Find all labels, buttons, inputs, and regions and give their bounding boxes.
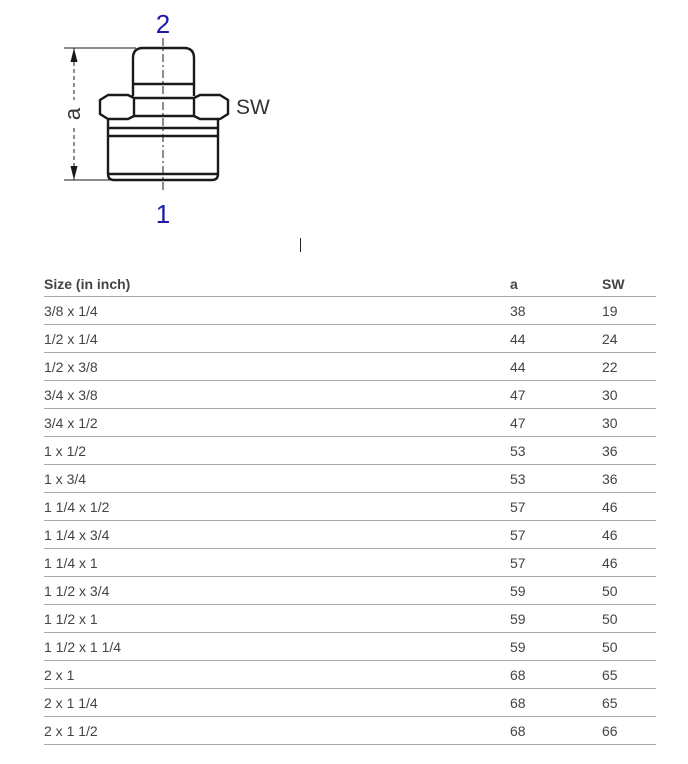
table-row [44, 605, 656, 633]
table-row [44, 661, 656, 689]
header-size: Size (in inch) [44, 271, 510, 297]
wrench-size-label: SW [236, 96, 270, 119]
cell-sw: 65 [602, 689, 656, 717]
cell-sw: 30 [602, 409, 656, 437]
cell-a: 68 [510, 661, 602, 689]
table-row [44, 353, 656, 381]
size-table [44, 271, 656, 745]
header-a: a [510, 271, 602, 297]
reducing-nipple-diagram [40, 0, 300, 240]
cell-size: 1 1/2 x 1 [44, 605, 510, 633]
table-row [44, 577, 656, 605]
cell-sw: 46 [602, 493, 656, 521]
table-row [44, 633, 656, 661]
cell-size: 1 1/4 x 1 [44, 549, 510, 577]
port-1-label: 1 [155, 199, 171, 229]
cell-sw: 36 [602, 437, 656, 465]
table-row [44, 437, 656, 465]
cell-a: 57 [510, 521, 602, 549]
cell-sw: 30 [602, 381, 656, 409]
cell-size: 3/4 x 1/2 [44, 409, 510, 437]
cell-a: 44 [510, 353, 602, 381]
cell-sw: 22 [602, 353, 656, 381]
cell-size: 1 x 3/4 [44, 465, 510, 493]
cell-sw: 19 [602, 297, 656, 325]
cell-size: 1 1/2 x 1 1/4 [44, 633, 510, 661]
cell-sw: 65 [602, 661, 656, 689]
cell-size: 1/2 x 3/8 [44, 353, 510, 381]
fitting-drawing [40, 0, 300, 240]
cell-a: 59 [510, 577, 602, 605]
cell-a: 53 [510, 437, 602, 465]
cell-a: 59 [510, 605, 602, 633]
cell-size: 1 1/4 x 3/4 [44, 521, 510, 549]
cell-a: 59 [510, 633, 602, 661]
cell-size: 2 x 1 [44, 661, 510, 689]
port-2-label: 2 [155, 9, 171, 39]
cell-a: 57 [510, 493, 602, 521]
table-row [44, 465, 656, 493]
cell-a: 68 [510, 689, 602, 717]
cell-a: 47 [510, 409, 602, 437]
cell-size: 1 1/2 x 3/4 [44, 577, 510, 605]
cell-sw: 46 [602, 521, 656, 549]
table-row [44, 521, 656, 549]
table-row [44, 297, 656, 325]
cell-sw: 36 [602, 465, 656, 493]
cell-a: 47 [510, 381, 602, 409]
table-row [44, 689, 656, 717]
table-row [44, 493, 656, 521]
cell-a: 53 [510, 465, 602, 493]
cell-sw: 24 [602, 325, 656, 353]
cell-a: 68 [510, 717, 602, 745]
table-row [44, 717, 656, 745]
cell-size: 3/8 x 1/4 [44, 297, 510, 325]
cell-a: 44 [510, 325, 602, 353]
fitting-outline [100, 48, 228, 180]
cell-a: 57 [510, 549, 602, 577]
cell-sw: 50 [602, 577, 656, 605]
table-row [44, 325, 656, 353]
header-sw: SW [602, 271, 656, 297]
cell-a: 38 [510, 297, 602, 325]
table-header-row [44, 271, 656, 297]
table-row [44, 381, 656, 409]
cell-size: 1 1/4 x 1/2 [44, 493, 510, 521]
cell-size: 1 x 1/2 [44, 437, 510, 465]
cell-size: 2 x 1 1/2 [44, 717, 510, 745]
dimension-a-label: a [60, 107, 85, 121]
cell-sw: 50 [602, 605, 656, 633]
table-row [44, 409, 656, 437]
cell-sw: 46 [602, 549, 656, 577]
table-row [44, 549, 656, 577]
cell-sw: 66 [602, 717, 656, 745]
cell-size: 1/2 x 1/4 [44, 325, 510, 353]
cell-size: 3/4 x 3/8 [44, 381, 510, 409]
cell-size: 2 x 1 1/4 [44, 689, 510, 717]
text-cursor [300, 238, 301, 252]
cell-sw: 50 [602, 633, 656, 661]
